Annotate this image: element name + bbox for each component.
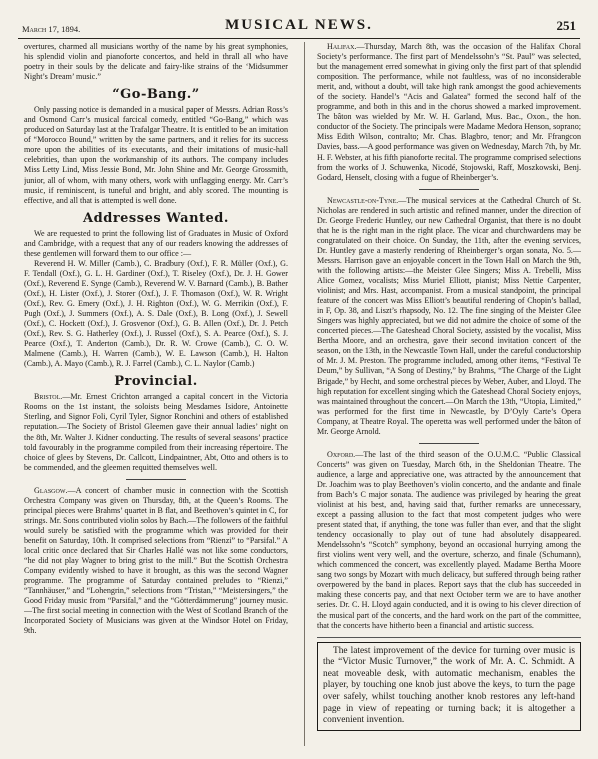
oxford-report <box>317 450 581 631</box>
bristol-report <box>24 392 288 472</box>
provincial-heading: Provincial. <box>114 374 198 390</box>
music-turnover-notice <box>317 642 581 731</box>
section-divider <box>126 479 186 480</box>
newcastle-lede: Newcastle-on-Tyne. <box>327 195 399 205</box>
section-divider <box>419 443 479 444</box>
oxford-lede: Oxford. <box>327 449 356 459</box>
glasgow-text: —A concert of chamber music in connection with the Scottish Orchestra Company was given on Thursday, 8th, at the Queen’s Rooms. The principal pieces were Brahms’ quartet in B flat, and Beethoven’s quintet in C, for strings. Mr. Sons contributed violin solos by Bach.—The followers of the faithful would surely be satisfied with the programme which was provided for their benefit on Saturday, 10th. It comprised selections from “Rienzi” to “Parsifal.” A local critic once declared that Sir Charles Hallé was not like some conductors, “he did not play Wagner to bring grist to the mill.” But the Scottish Orchestra Company evidently wished to have it brought, as this was the second Wagner programme. The programme of Saturday contained preludes to “Rienzi,” “Tannhäuser,” and “Lohengrin,” selections from “Tristan,” “Meistersingers,” the Good Friday music from “Parsifal,” and the “Götterdämmerung” journey music.—The first social meeting in connection with the West of Scotland Branch of the Incorporated Society of Musicians was given at the Windsor Hotel on Friday, 9th. <box>24 485 288 636</box>
gobang-heading: “Go-Bang.” <box>112 87 200 103</box>
addresses-wanted-heading: Addresses Wanted. <box>83 210 229 226</box>
bristol-lede: Bristol. <box>34 392 63 402</box>
continued-paragraph: overtures, charmed all musicians worthy of the name by his great symphonies, his splendid violin and pianoforte concertos, and held in thrall all who have poetry in their souls by the delicate and fairy-like strains of the ‘Midsummer Night’s Dream’ music.” <box>24 42 288 82</box>
page-number: 251 <box>556 18 576 33</box>
left-column <box>24 42 288 746</box>
advert-text: The latest improvement of the device for turning over music is the “Victor Music Turnover,” the work of Mr. A. C. Schmidt. A neat moveable desk, with automatic mechanism, enables the player, by touching one knob just above the keys, to turn the page over safely, whilst touching another knob restores any left-hand page in view of repeating or turning back; it is altogether a convenient invention. <box>323 645 575 726</box>
oxford-text: —The last of the third season of the O.U.M.C. “Public Classical Concerts” was given on Tuesday, March 6th, in the Sheldonian Theatre. The audience, a large and appreciative one, was attracted by the announcement that Dr. Joachim was to play Beethoven’s violin concerto, and the andante and finale from Bach’s C major sonata. The audience was privileged by hearing the great violinist at his best, and, having said that, further remarks are unnecessary, except a passing allusion to the fact that most competent judges who were present stated that, if anything, the tone was fuller than ever, and that the slight tendency occasionally to play out of tune had absolutely disappeared. Mendelssohn’s “Scotch” symphony, beyond an occasional hurrying among the first violins went very well, and the overture, scherzo, and finale (Schumann), which commenced the concert, was excellently played. Madame Bertha Moore sang two songs by Mozart with much delicacy, but suffered through being rather overpowered by the band in places. Report says that the club has succeeded in making these concerts pay, and that next October term we are to have another series. Dr. C. H. Lloyd again conducted, and it is owing to his clever direction of the musical part of the concerts, and the hard work on the part of the committee, that the concerts have hitherto been a financial and artistic success. <box>317 449 581 630</box>
header-rule <box>18 38 580 39</box>
gobang-article: Only passing notice is demanded in a musical paper of Messrs. Adrian Ross’s and Osmond Carr’s musical farcical comedy, entitled “Go-Bang,” which was produced on Saturday last at the Trafalgar Theatre. It is entitled to be an imitation of “Morocco Bound,” written by the same partners, and it relies for its success more upon the abilities of its executants, and their imitations of music-hall celebrities, than upon the workmanship of its authors. The company includes Miss Letty Lind, Miss Jessie Bond, Mr. John Shine and Mr. George Grossmith, junior, all of whom, with many others, work with unflagging energy. Mr. Carr’s music, if reminiscent, is tuneful and bright, and ably scored. The mounting is effective, and all that is attempted is well done. <box>24 105 288 205</box>
advert-rule <box>317 637 581 638</box>
column-rule <box>304 42 305 746</box>
section-divider <box>419 189 479 190</box>
graduates-list: Reverend H. W. Miller (Camb.), C. Bradbury (Oxf.), F. R. Müller (Oxf.), G. F. Tendall (Oxf.), G. L. H. Gardiner (Oxf.), T. Riseley (Oxf.), Dr. J. H. Gower (Oxf.), Reverend E. Synge (Camb.), Reverend W. V. Barnard (Camb.), B. Bather (Oxf.), H. Lister (Oxf.), J. Storer (Oxf.), J. F. Thomason (Oxf.), W. R. Wright (Oxf.), Rev. G. Emery (Oxf.), J. H. Righton (Oxf.), W. G. Merrikin (Oxf.), F. Pugh (Oxf.), J. Summers (Oxf.), A. S. Dale (Oxf.), B. Long (Oxf.), J. Sewell (Oxf.), C. Hockett (Oxf.), J. Grosvenor (Oxf.), G. B. Allen (Oxf.), Dr. J. Petch (Oxf.), Rev. S. G. Hatherley (Oxf.), J. Russel (Oxf.), S. A. Pearce (Oxf.), S. J. Pearce (Oxf.), T. Anderton (Camb.), Dr. R. W. Crowe (Camb.), C. O. W. Malmene (Camb.), H. Warren (Camb.), W. E. Lawson (Camb.), H. Halton (Camb.), A. Mayo (Camb.), R. J. Farrel (Camb.), C. L. Naylor (Camb.) <box>24 258 288 369</box>
glasgow-report <box>24 486 288 637</box>
halifax-lede: Halifax. <box>327 42 357 51</box>
issue-date: March 17, 1894. <box>22 24 81 34</box>
newcastle-report <box>317 196 581 437</box>
page-header <box>18 14 580 36</box>
right-column <box>317 42 581 746</box>
masthead-title: MUSICAL NEWS. <box>225 17 373 33</box>
addresses-intro: We are requested to print the following list of Graduates in Music of Oxford and Cambridge, with a request that any of our readers knowing the addresses of these gentlemen will forward them to our office :— <box>24 228 288 258</box>
newcastle-text: —The musical services at the Cathedral Church of St. Nicholas are rendered in such artistic and refined manner, under the direction of Dr. George Frederic Huntley, our new Cathedral Organist, that there is no doubt that he is the right man in the right place. The vicar and churchwardens may be congratulated on their choice. On Sunday, the 11th, after the evening services, Dr. Huntley gave a masterly rendering of Rheinberger’s organ sonata, No. 5.—Messrs. Harrison gave an enjoyable concert in the Town Hall on March the 9th, with the following artists:—the Meister Glee Singers; Miss A. Trebelli, Miss Alice Gomez, vocalists; Miss Muriel Elliott, pianist; Miss Nettie Carpenter, violinist; and Mrs. Hast, accompanist. From a musical standpoint, the principal feature of the concert was Miss Elliott’s beautiful rendering of Chopin’s ballad, in F, Op. 38, and Liszt’s rhapsody, No. 12. The fine singing of the Meister Glee Singers was highly appreciated, but we did not admire the choice of some of the concerted pieces.—The Gateshead Choral Society, assisted by the vocalist, Miss Bertha Moore, and an orchestra, gave their second invitation concert of the season, on the 13th, in the Newcastle Town Hall, under the careful conductorship of Mr. J. M. Preston. The programme included, among other items, “Festival Te Deum,” by Sullivan, “A Song of Destiny,” by Brahms, “The Charge of the Light Brigade,” by Hecht, and some orchestral pieces by Weber, Auber, and Lloyd. The high reputation for excellent singing which the Gateshead Choral Society enjoys, was maintained throughout the concert.—On March the 13th, “Utopia, Limited,” was performed for the first time in Newcastle, by D’Oyly Carte’s Opera Company, at Theatre Royal. The operetta was well performed under the bâton of Mr. George Arnold. <box>317 195 581 436</box>
glasgow-lede: Glasgow. <box>34 485 68 495</box>
halifax-report <box>317 42 581 183</box>
bristol-text: —Mr. Ernest Crichton arranged a capital concert in the Victoria Rooms on the 1st instant, the soloists being Mesdames Isidore, Antoinette Sterling, and Signor Foli, Cyril Tyler, Signor Ronchini and others of established reputation.—The Society of Bristol Gleemen gave their annual ladies’ night on the 8th, Mr. Walter J. Kidner conducting. The results of several seasons’ practice told favourably in the programme compiled from their increasing répertoire. The choice of glees by Stevens, Dr. Callcott, Lindpaintner, Abt, Otto and others is to be commended, and the gleemen requitted themselves well. <box>24 392 288 472</box>
halifax-text: —Thursday, March 8th, was the occasion of the Halifax Choral Society’s performance. The first part of Mendelssohn’s “St. Paul” was selected, but the management erred somewhat in giving only the first part of that splendid composition. The performance, while not faultless, was of no inconsiderable merit, and, without a doubt, will take high rank amongst the good achievements of the society. Handel’s “Acis and Galatea” formed the second half of the programme, and both in this and in the chorus showed a marked improvement. The bâton was wielded by Mr. W. H. Garland, Mus. Bac., Oxon., the hon. conductor of the Society. The principals were Madame Medora Henson, soprano; Miss Edith Wilson, contralto; Mr. Chas. Blagbro, tenor; and Mr. Ffrangcon Davies, bass.—A good performance was given on Wednesday, March 7th, by Mr. H. F. Webster, at his fifth pianoforte recital. The programme comprised selections from the works of J. Schuwenka, Nicodé, Stojowski, Raff, Moszkowski, Benj. Godard, Henselt, closing with a fugue of Rheinberger’s. <box>317 42 581 182</box>
